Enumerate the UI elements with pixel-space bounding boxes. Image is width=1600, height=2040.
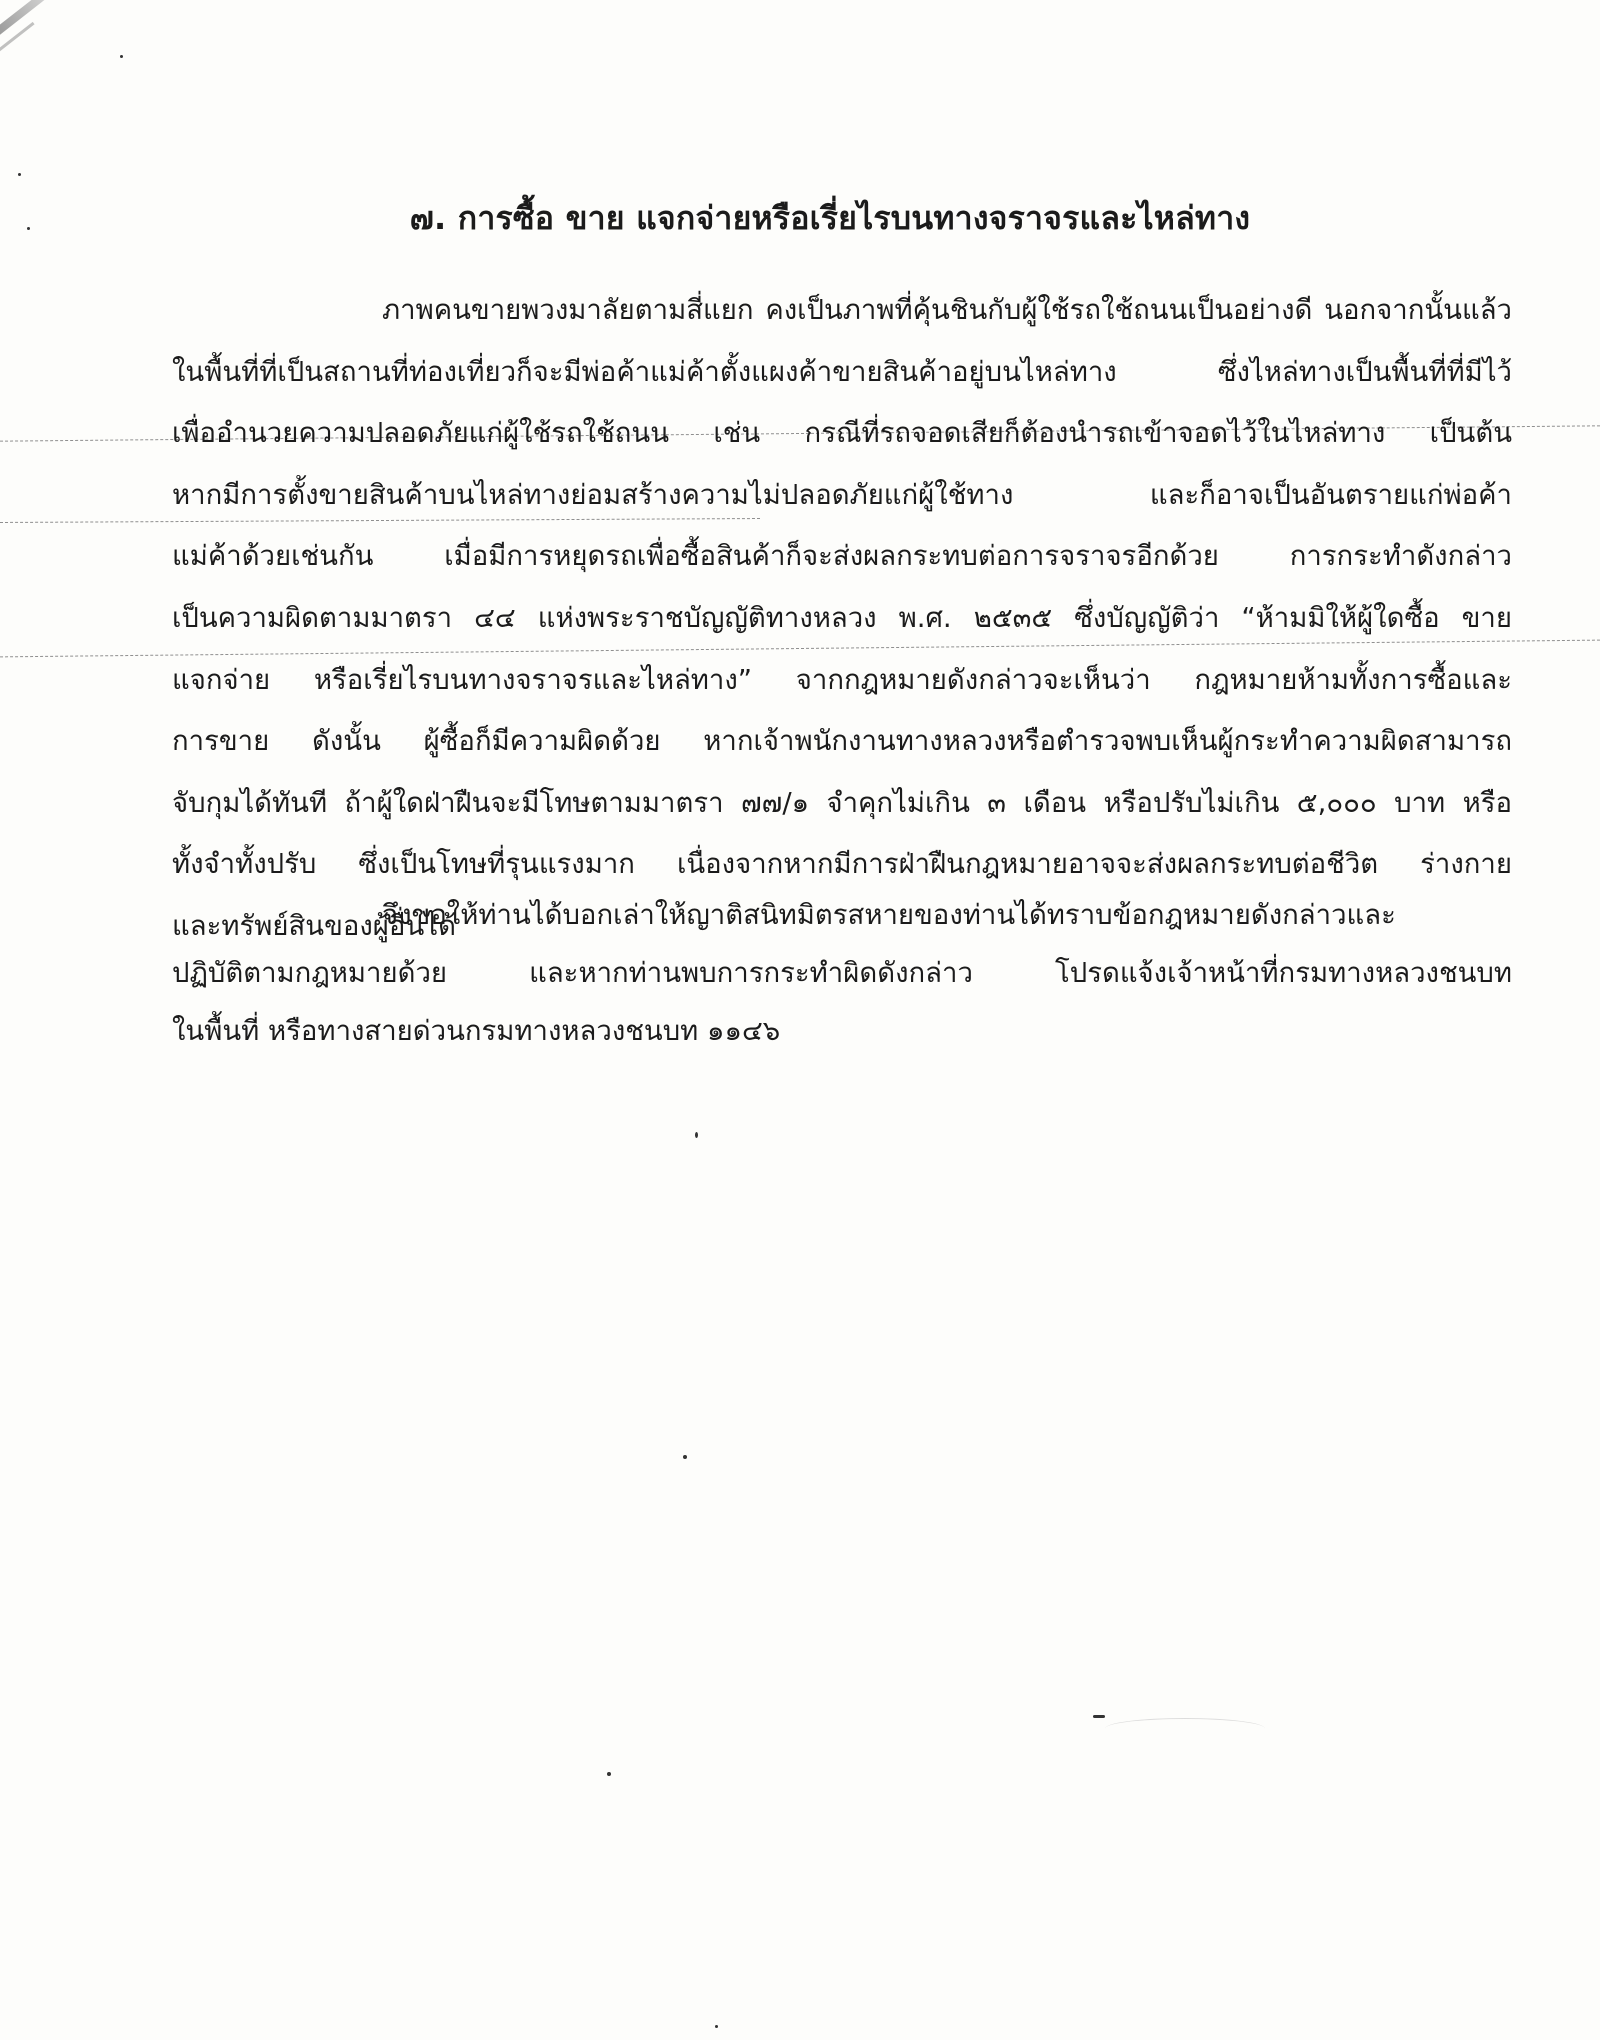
scan-speck: [1093, 1715, 1105, 1718]
document-title: ๗. การซื้อ ขาย แจกจ่ายหรือเรี่ยไรบนทางจราจรและไหล่ทาง: [409, 199, 1251, 238]
scan-speck: [683, 1455, 687, 1459]
paragraph-line: แม่ค้าด้วยเช่นกัน เมื่อมีการหยุดรถเพื่อซื้อสินค้าก็จะส่งผลกระทบต่อการจราจรอีกด้วย การกระทำดังกล่าว: [172, 540, 1512, 573]
scan-speck: [607, 1772, 611, 1776]
paragraph-line: ในพื้นที่ หรือทางสายด่วนกรมทางหลวงชนบท ๑๑๔๖: [172, 1015, 781, 1047]
paragraph-line: ภาพคนขายพวงมาลัยตามสี่แยก คงเป็นภาพที่คุ้นชินกับผู้ใช้รถใช้ถนนเป็นอย่างดี นอกจากนั้นแล้ว: [382, 294, 1512, 326]
scan-speck: [715, 2025, 718, 2028]
scan-speck: [27, 227, 30, 230]
scan-speck: [18, 173, 21, 176]
scan-mark: [1105, 1718, 1265, 1739]
paragraph-line: ปฏิบัติตามกฎหมายด้วย และหากท่านพบการกระทำผิดดังกล่าว โปรดแจ้งเจ้าหน้าที่กรมทางหลวงชนบท: [172, 957, 1512, 989]
paragraph-line: แจกจ่าย หรือเรี่ยไรบนทางจราจรและไหล่ทาง” จากกฎหมายดังกล่าวจะเห็นว่า กฎหมายห้ามทั้งการซื้อและ: [172, 663, 1512, 696]
paragraph-line: จึงขอให้ท่านได้บอกเล่าให้ญาติสนิทมิตรสหายของท่านได้ทราบข้อกฎหมายดังกล่าวและ: [382, 899, 1396, 931]
scan-speck: [695, 1132, 698, 1138]
paragraph-line: ทั้งจำทั้งปรับ ซึ่งเป็นโทษที่รุนแรงมาก เนื่องจากหากมีการฝ่าฝืนกฎหมายอาจจะส่งผลกระทบต่อชีวิต ร่างกาย: [172, 848, 1512, 881]
paragraph-2: [172, 886, 1512, 1060]
paragraph-line: และทรัพย์สินของผู้อื่นได้: [172, 909, 456, 942]
paragraph-line: จับกุมได้ทันที ถ้าผู้ใดฝ่าฝืนจะมีโทษตามมาตรา ๗๗/๑ จำคุกไม่เกิน ๓ เดือน หรือปรับไม่เกิน ๕,๐๐๐ บาท หรือ: [172, 786, 1512, 819]
paragraph-line: ในพื้นที่ที่เป็นสถานที่ท่องเที่ยวก็จะมีพ่อค้าแม่ค้าตั้งแผงค้าขายสินค้าอยู่บนไหล่ทาง ซึ่งไหล่ทางเป็นพื้นที่ที่มีไว้: [172, 355, 1512, 388]
scan-corner-streak: [0, 22, 35, 61]
scan-speck: [120, 55, 123, 58]
paragraph-line: หากมีการตั้งขายสินค้าบนไหล่ทางย่อมสร้างความไม่ปลอดภัยแก่ผู้ใช้ทาง และก็อาจเป็นอันตรายแก่พ่อค้า: [172, 478, 1512, 511]
paragraph-line: การขาย ดังนั้น ผู้ซื้อก็มีความผิดด้วย หากเจ้าพนักงานทางหลวงหรือตำรวจพบเห็นผู้กระทำความผิดสามารถ: [172, 725, 1512, 758]
paragraph-1: [172, 280, 1512, 958]
paragraph-line: เพื่ออำนวยความปลอดภัยแก่ผู้ใช้รถใช้ถนน เช่น กรณีที่รถจอดเสียก็ต้องนำรถเข้าจอดไว้ในไหล่ทาง เป็นต้น: [172, 417, 1512, 450]
paragraph-line: เป็นความผิดตามมาตรา ๔๔ แห่งพระราชบัญญัติทางหลวง พ.ศ. ๒๕๓๕ ซึ่งบัญญัติว่า “ห้ามมิให้ผู้ใดซื้อ ขาย: [172, 601, 1512, 634]
scan-corner-streak: [0, 0, 70, 54]
